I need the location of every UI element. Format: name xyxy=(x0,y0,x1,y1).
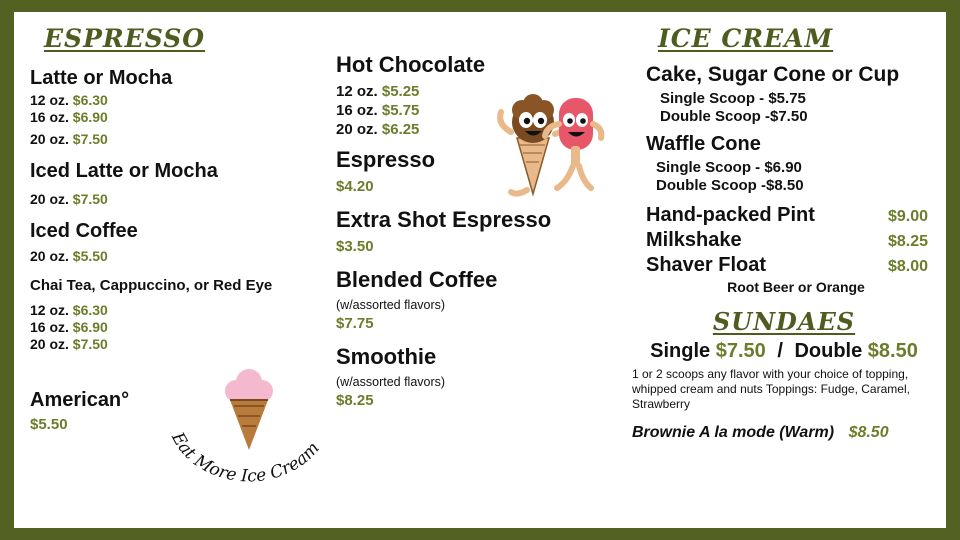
size-label: 20 oz. xyxy=(30,191,69,207)
espresso-single-title: Espresso xyxy=(336,147,436,172)
price: $5.50 xyxy=(30,416,68,433)
price: $8.25 xyxy=(336,392,374,409)
price: $6.30 xyxy=(72,92,108,108)
ice-cream-column xyxy=(622,20,946,442)
size-label: 12 oz. xyxy=(30,302,69,318)
menu-item-size-row xyxy=(30,109,330,125)
size-label: 12 oz. xyxy=(336,83,378,100)
ice-cream-heading: ICE CREAM xyxy=(658,24,834,53)
menu-item-name: Iced Latte or Mocha xyxy=(30,160,218,182)
size-label: 20 oz. xyxy=(30,131,69,147)
waffle-cone-single: Single Scoop - $6.90 xyxy=(656,159,802,176)
price: $4.20 xyxy=(336,178,374,195)
size-label: 16 oz. xyxy=(30,109,69,125)
waffle-cone-double: Double Scoop -$8.50 xyxy=(656,177,804,194)
menu-item-name: Iced Coffee xyxy=(30,220,138,242)
float-flavors: Root Beer or Orange xyxy=(727,279,865,295)
item-name: Hand-packed Pint xyxy=(646,204,815,226)
divider: / xyxy=(777,340,783,362)
menu-item-name: Latte or Mocha xyxy=(30,67,173,89)
menu-row-pint xyxy=(646,204,946,227)
item-name: Milkshake xyxy=(646,229,742,251)
price: $7.75 xyxy=(336,315,374,332)
menu-item-iced-latte xyxy=(30,160,330,207)
price: $5.25 xyxy=(381,83,420,100)
menu-board xyxy=(14,12,946,528)
size-label: 16 oz. xyxy=(336,102,378,119)
price: $9.00 xyxy=(887,208,928,225)
price: $5.75 xyxy=(381,102,420,119)
single-label: Single xyxy=(650,340,711,362)
double-label: Double xyxy=(794,340,863,362)
menu-row-milkshake xyxy=(646,229,946,252)
price: $7.50 xyxy=(72,131,108,147)
price: $6.90 xyxy=(72,109,108,125)
blended-coffee-title: Blended Coffee xyxy=(336,267,498,292)
price: $6.30 xyxy=(72,302,108,318)
menu-item-iced-coffee xyxy=(30,220,330,264)
cake-cone-title: Cake, Sugar Cone or Cup xyxy=(646,63,900,86)
menu-item-size-row xyxy=(30,191,330,207)
price: $6.25 xyxy=(381,121,420,138)
brownie-label: Brownie A la mode (Warm) xyxy=(632,424,835,441)
smoothie-note: (w/assorted flavors) xyxy=(336,375,446,389)
extra-shot-title: Extra Shot Espresso xyxy=(336,207,552,232)
mascot-characters-icon xyxy=(487,90,605,198)
price: $6.90 xyxy=(72,319,108,335)
espresso-heading: ESPRESSO xyxy=(44,24,206,53)
sundaes-heading: SUNDAES xyxy=(712,307,856,336)
size-label: 20 oz. xyxy=(336,121,378,138)
size-label: 20 oz. xyxy=(30,336,69,352)
size-label: 16 oz. xyxy=(30,319,69,335)
hot-chocolate-title: Hot Chocolate xyxy=(336,52,486,77)
menu-item-size-row xyxy=(30,131,330,147)
size-label: 20 oz. xyxy=(30,248,69,264)
smoothie-title: Smoothie xyxy=(336,344,437,369)
size-label: 12 oz. xyxy=(30,92,69,108)
price: $7.50 xyxy=(72,336,108,352)
menu-item-size-row xyxy=(30,248,330,264)
brownie-row xyxy=(622,424,946,442)
menu-item-size-row xyxy=(30,319,330,335)
cake-cone-single: Single Scoop - $5.75 xyxy=(660,90,806,107)
logo-text: Eat More Ice Cream xyxy=(167,429,324,487)
menu-item-chai xyxy=(30,277,330,352)
cake-cone-double: Double Scoop -$7.50 xyxy=(660,108,808,125)
menu-item-name: Chai Tea, Cappuccino, or Red Eye xyxy=(30,277,273,294)
brownie-price: $8.50 xyxy=(848,424,889,441)
price: $5.50 xyxy=(72,248,108,264)
blended-coffee-note: (w/assorted flavors) xyxy=(336,298,446,312)
price: $8.25 xyxy=(887,233,928,250)
sundae-note: 1 or 2 scoops any flavor with your choice of topping, whipped cream and nuts Toppings: Fudge, Caramel, Strawberry xyxy=(632,367,910,411)
waffle-cone-title: Waffle Cone xyxy=(646,133,761,155)
menu-item-name: American° xyxy=(30,389,130,411)
price: $8.00 xyxy=(887,258,928,275)
price: $7.50 xyxy=(72,191,108,207)
single-price: $7.50 xyxy=(715,340,766,362)
item-name: Shaver Float xyxy=(646,254,767,276)
sundae-prices-row xyxy=(622,340,946,363)
price: $3.50 xyxy=(336,238,374,255)
menu-item-latte xyxy=(30,67,330,147)
double-price: $8.50 xyxy=(867,340,918,362)
menu-item-size-row xyxy=(30,336,330,352)
menu-row-shaver-float xyxy=(646,254,946,277)
eat-more-ice-cream-logo xyxy=(164,364,334,494)
menu-item-size-row xyxy=(30,302,330,318)
menu-item-size-row xyxy=(30,92,330,108)
